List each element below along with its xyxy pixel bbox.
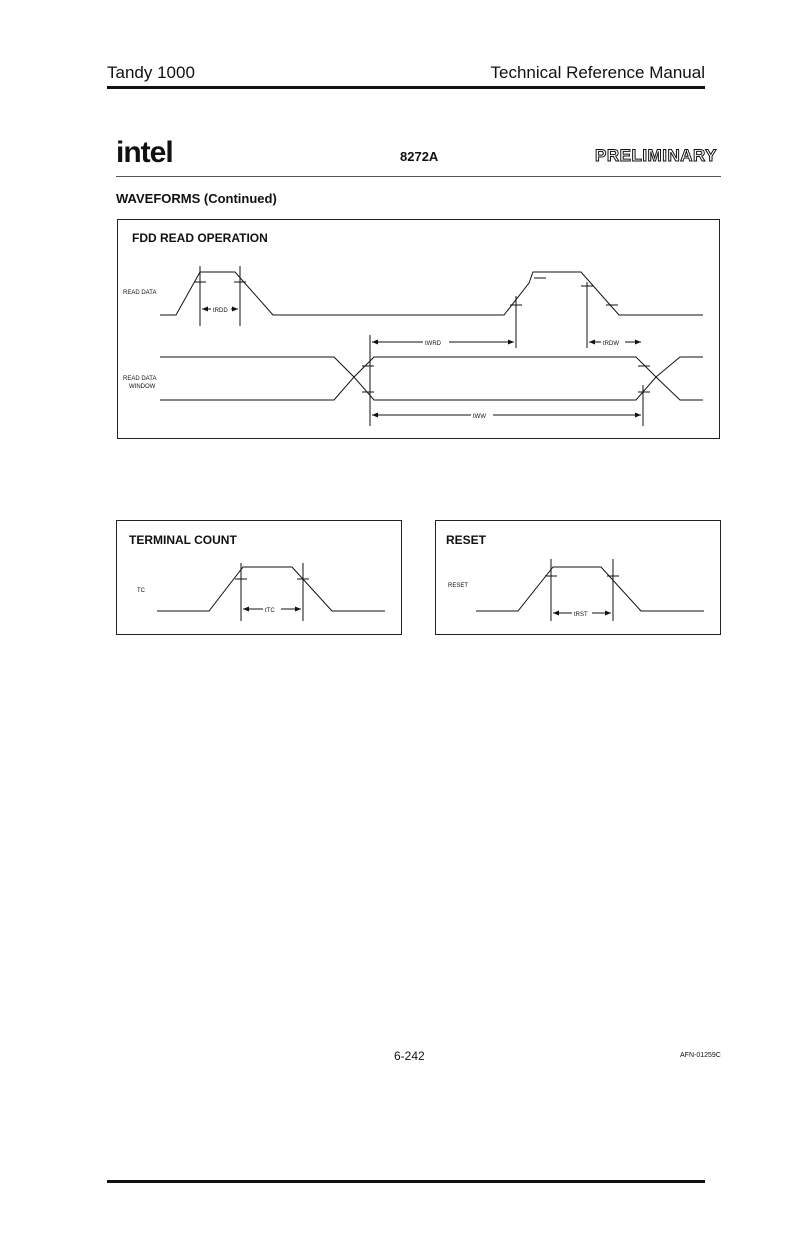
window-label-line1: READ DATA (123, 376, 157, 382)
t-rst-label: tRST (574, 612, 588, 618)
document-code: AFN-01259C (680, 1052, 721, 1059)
fdd-read-panel (117, 219, 720, 439)
footer-rule (107, 1180, 705, 1183)
fdd-panel-title: FDD READ OPERATION (132, 231, 268, 245)
page-number: 6-242 (394, 1049, 425, 1063)
read-data-label: READ DATA (123, 290, 157, 296)
section-title: WAVEFORMS (Continued) (116, 191, 277, 206)
preliminary-badge: PRELIMINARY (595, 146, 717, 165)
tc-panel-title: TERMINAL COUNT (129, 533, 237, 547)
window-label-line2: WINDOW (129, 384, 156, 390)
t-rdd-label: tRDD (213, 308, 228, 314)
header-rule (107, 86, 705, 89)
header-right-title: Technical Reference Manual (490, 63, 705, 82)
reset-waveform-diagram (436, 521, 722, 636)
terminal-count-panel (116, 520, 402, 635)
tc-signal-label: TC (137, 588, 145, 594)
tc-waveform-diagram (117, 521, 403, 636)
t-wrd-label: tWRD (425, 341, 441, 347)
reset-waveform (476, 567, 704, 611)
fdd-waveform-diagram (118, 220, 721, 440)
window-waveform-top (160, 357, 703, 377)
intel-logo: intel (116, 136, 173, 169)
window-waveform-bottom (160, 377, 703, 400)
section-rule (116, 176, 721, 177)
reset-panel (435, 520, 721, 635)
t-rdw-label: tRDW (603, 341, 619, 347)
t-ww-label: tWW (473, 414, 486, 420)
part-number: 8272A (400, 149, 439, 164)
reset-panel-title: RESET (446, 533, 487, 547)
header-left-title: Tandy 1000 (107, 63, 195, 82)
t-tc-label: tTC (265, 608, 275, 614)
read-data-waveform (160, 272, 703, 315)
reset-signal-label: RESET (448, 583, 469, 589)
